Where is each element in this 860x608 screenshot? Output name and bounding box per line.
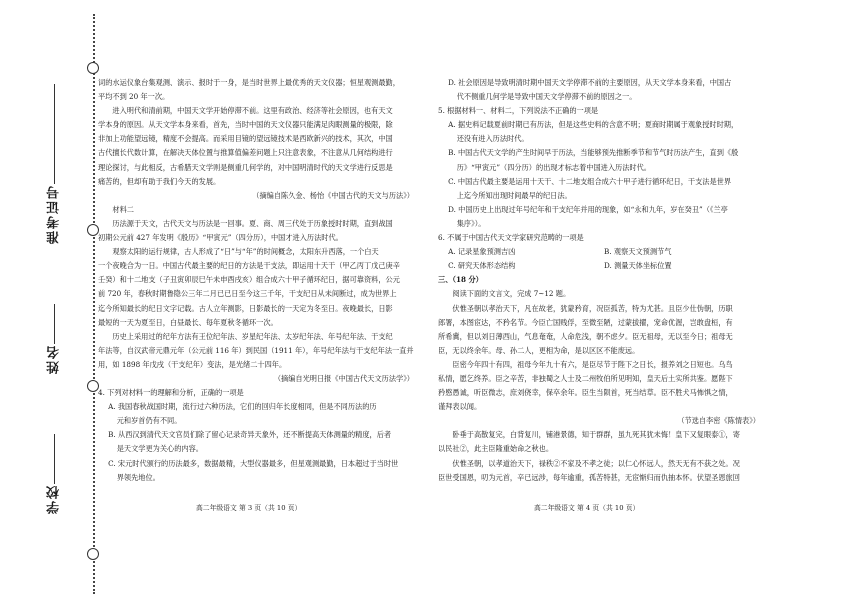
left-page-column bbox=[98, 76, 414, 485]
text-line: 伏惟圣朝，以孝道治天下，禄秩②不家及不孝之徒；以仁心怀远人，然天无有不获之处。况 bbox=[452, 458, 740, 468]
school-field[interactable] bbox=[34, 430, 74, 514]
right-page-column bbox=[438, 76, 760, 485]
option-b: B. 观察天文预测节气 bbox=[604, 247, 672, 257]
option-d-cont: 集序》）。 bbox=[456, 218, 486, 228]
option-a: A. 记录星象预测吉凶 bbox=[448, 247, 516, 257]
text-line: 前 720 年，春秋时期鲁隐公三年二月已已日至今这三千年，干支纪日从未间断过，成为世界上 bbox=[98, 289, 397, 299]
text-line: 历法源于天文，古代天文与历法是一回事。夏、商、周三代处于历象授时时期，直到战国 bbox=[112, 218, 393, 228]
option-a-cont: 元和岁首仍有不同。 bbox=[116, 416, 182, 426]
text-line: 痛苦的，但却有助于我们今天的发展。 bbox=[98, 176, 221, 186]
text-line: 以民社②，此主臣隆重始命之秋也。 bbox=[438, 444, 554, 454]
text-line: 历史上采用过的纪年方法有王位纪年法、岁星纪年法、太岁纪年法、年号纪年法、干支纪 bbox=[112, 331, 393, 341]
text-line: 臣，无以终余年。母、孙二人，更相为命，是以区区不能废远。 bbox=[438, 345, 640, 355]
text-line: 进入明代和清前期，中国天文学开始停滞不前。这里有政治、经济等社会原因，也有天文 bbox=[112, 106, 393, 116]
exam-number-label: 准考证号 bbox=[46, 184, 62, 244]
name-line[interactable] bbox=[54, 304, 55, 344]
text-line: 最短的一天为夏至日，白昼最长、每年夏秋冬循环一次。 bbox=[98, 317, 278, 327]
text-line: 平均不到 20 年一次。 bbox=[98, 92, 170, 102]
text-line: 伏惟圣朝以孝治天下，凡在故老，犹蒙矜育，况臣孤苦，特为尤甚。且臣少仕伪朝，历职 bbox=[452, 303, 733, 313]
text-line: 古代擅长代数计算，在解决天体位置与推算值偏差问题上只注意表象，不注意从几何结构进行 bbox=[98, 148, 393, 158]
text-line: 壬癸）和十二地支（子丑寅卯辰巳午未申酉戌亥）组合成六十甲子循环纪日，据可靠资料，公元 bbox=[98, 275, 400, 285]
binding-margin bbox=[0, 0, 100, 608]
option-c: C. 中国古代最主要是运用十天干、十二地支组合成六十甲子进行循环纪日，干支法是世界 bbox=[448, 176, 732, 186]
text-line: 词的水运仪象台集观测、演示、报时于一身，是当时世界上最优秀的天文仪器；恒星观测最勤， bbox=[98, 78, 400, 87]
text-line: 所希冀，但以刘日薄西山，气息奄奄，人命危浅，朝不虑夕。臣无祖母，无以至今日；祖母无 bbox=[438, 331, 733, 341]
exam-number-field[interactable] bbox=[34, 80, 74, 244]
option-d: D. 中国历史上出现过年号纪年和干支纪年并用的现象，如“永和九年，岁在癸丑”（《兰亭 bbox=[448, 204, 728, 214]
text-line: 卧垂于高散复完，白背复川，铺港景德，知于群群，虽九死其犹未悔！皇下又复眼泰①，寄 bbox=[452, 430, 740, 440]
option-c: C. 研究天体形态结构 bbox=[448, 261, 516, 271]
text-line: 臣密今年四十有四，祖母今年九十有六，是臣尽节于陛下之日长，报养刘之日短也。乌鸟 bbox=[452, 359, 733, 369]
source-citation: （节选自李密《陈情表》） bbox=[677, 416, 760, 426]
text-line: 一个夜晚合为一日。中国古代最主要的纪日的方法是干支法，即运用十天干（甲乙丙丁戊己庚辛 bbox=[98, 261, 400, 271]
question-5: 5. 根据材料一、材料二，下列说法不正确的一项是 bbox=[438, 106, 599, 116]
text-line: 非加上功能望远镜，精度不会提高。而采用目镜的望远镜技术是西欧新兴的技术，其次，中国 bbox=[98, 134, 393, 144]
text-line: 私情，愿乞终养。臣之辛苦，非独蜀之人士及二州牧伯所见明知，皇天后土实所共鉴。愿陛下 bbox=[438, 373, 733, 383]
source-citation: （摘编自陈久金、杨怡《中国古代的天文与历法》） bbox=[252, 190, 414, 200]
binding-hole bbox=[87, 62, 99, 74]
binding-hole bbox=[87, 548, 99, 560]
text-line: 用，如 1898 年戊戌（干支纪年）变法，是光绪二十四年。 bbox=[98, 359, 287, 369]
text-line: 郎署，本图宦达，不矜名节。今臣亡国贱俘，至微至陋，过蒙拔擢，宠命优渥，岂敢盘桓，有 bbox=[438, 317, 733, 327]
option-a-cont: 还没有进入历法时代。 bbox=[456, 134, 529, 144]
option-d: D. 社会原因是导致明清时期中国天文学停滞不前的主要原因，从天文学本身来看，中国古 bbox=[448, 78, 732, 87]
question-4: 4. 下列对材料一的理解和分析，正确的一项是 bbox=[98, 388, 244, 398]
text-line: 迄今所知最长的纪日文字记载。古人立年测影，日影最长的一天定为冬至日。夜晚最长，日影 bbox=[98, 303, 393, 313]
material-heading: 材料二 bbox=[112, 204, 134, 214]
option-a: A. 我国春秋战国时期，流行过六种历法，它们的回归年长度相同，但是不同历法的历 bbox=[108, 402, 377, 412]
question-6: 6. 不属于中国古代天文学家研究范畴的一项是 bbox=[438, 233, 584, 243]
page-footer-right: 高二年级语文 第 4 页（共 10 页） bbox=[534, 504, 640, 512]
binding-dotted-line bbox=[93, 14, 95, 594]
question-6-options bbox=[438, 245, 760, 273]
text-line: 矜愍愚诚，听臣微志，庶刘侥幸，保卒余年。臣生当陨首，死当结草。臣不胜犬马怖惧之情， bbox=[438, 388, 733, 398]
name-label: 姓名 bbox=[46, 344, 62, 374]
option-c-cont: 界领先地位。 bbox=[116, 472, 160, 482]
source-citation: （摘编自光明日报《中国古代天文历法学》） bbox=[273, 373, 414, 383]
text-line: 臣世受国恩，叨为元首，辛已远涉，每年逾重，孤苦特甚，无宦惭归而仇抽本怀。伏望圣恩旅回 bbox=[438, 472, 740, 482]
text-line: 年法等，自汉武帝元鼎元年（公元前 116 年）到民国（1911 年），年号纪年法与干支纪年法一直并 bbox=[98, 345, 414, 355]
option-c-cont: 上迄今所知出现时间最早的纪日法。 bbox=[456, 190, 572, 200]
text-line: 理论探讨，与此相反，古希腊天文学则是侧重几何学的，对中国明清时代的天文学进行反思是 bbox=[98, 162, 393, 172]
page-footer-left: 高二年级语文 第 3 页（共 10 页） bbox=[196, 504, 302, 512]
section-heading: 三、（18 分） bbox=[438, 275, 483, 285]
text-line: 初期公元前 427 年发明《殷历》“甲寅元”（四分历），中国才进入历法时代。 bbox=[98, 233, 343, 243]
option-b: B. 从西汉到清代天文官员们除了留心记录奇异天象外，还不断提高天体测量的精度，后者 bbox=[108, 430, 392, 440]
text-line: 学本身的原因。从天文学本身来看，首先，当时中国的天文仪器只能满足肉眼测量的极限，除 bbox=[98, 120, 393, 130]
option-d-cont: 代不侧重几何学是导致中国天文学停滞不前的原因之一。 bbox=[456, 92, 637, 102]
school-label: 学校 bbox=[46, 484, 62, 514]
option-c: C. 宋元时代颁行的历法最多，数据最精，大型仪器最多，但星观测最勤，日本超过于当时世 bbox=[108, 458, 399, 468]
exam-number-line[interactable] bbox=[54, 84, 55, 184]
school-line[interactable] bbox=[54, 434, 55, 484]
option-d: D. 测量天体坐标位置 bbox=[604, 261, 672, 271]
instruction: 阅读下面的文言文，完成 7~12 题。 bbox=[452, 289, 571, 299]
option-b-cont: 是天文学更为关心的内容。 bbox=[116, 444, 203, 454]
option-b-cont: 历》“甲寅元”（四分历）的出现才标志着中国进入历法时代。 bbox=[456, 162, 651, 172]
name-field[interactable] bbox=[34, 300, 74, 374]
text-line: 观察太阳的运行规律，古人形成了“日”与“年”的时间概念，太阳东升西落，一个白天 bbox=[112, 247, 379, 257]
option-a: A. 据史料记载夏前时期已有历法，但是这些史料的含意不明；夏商时期属于观象授时时期， bbox=[448, 120, 739, 130]
option-b: B. 中国古代天文学的产生时间早于历法，当能够预先推断季节和节气时历法产生，直到《殷 bbox=[448, 148, 739, 158]
text-line: 谨拜表以闻。 bbox=[438, 402, 482, 412]
